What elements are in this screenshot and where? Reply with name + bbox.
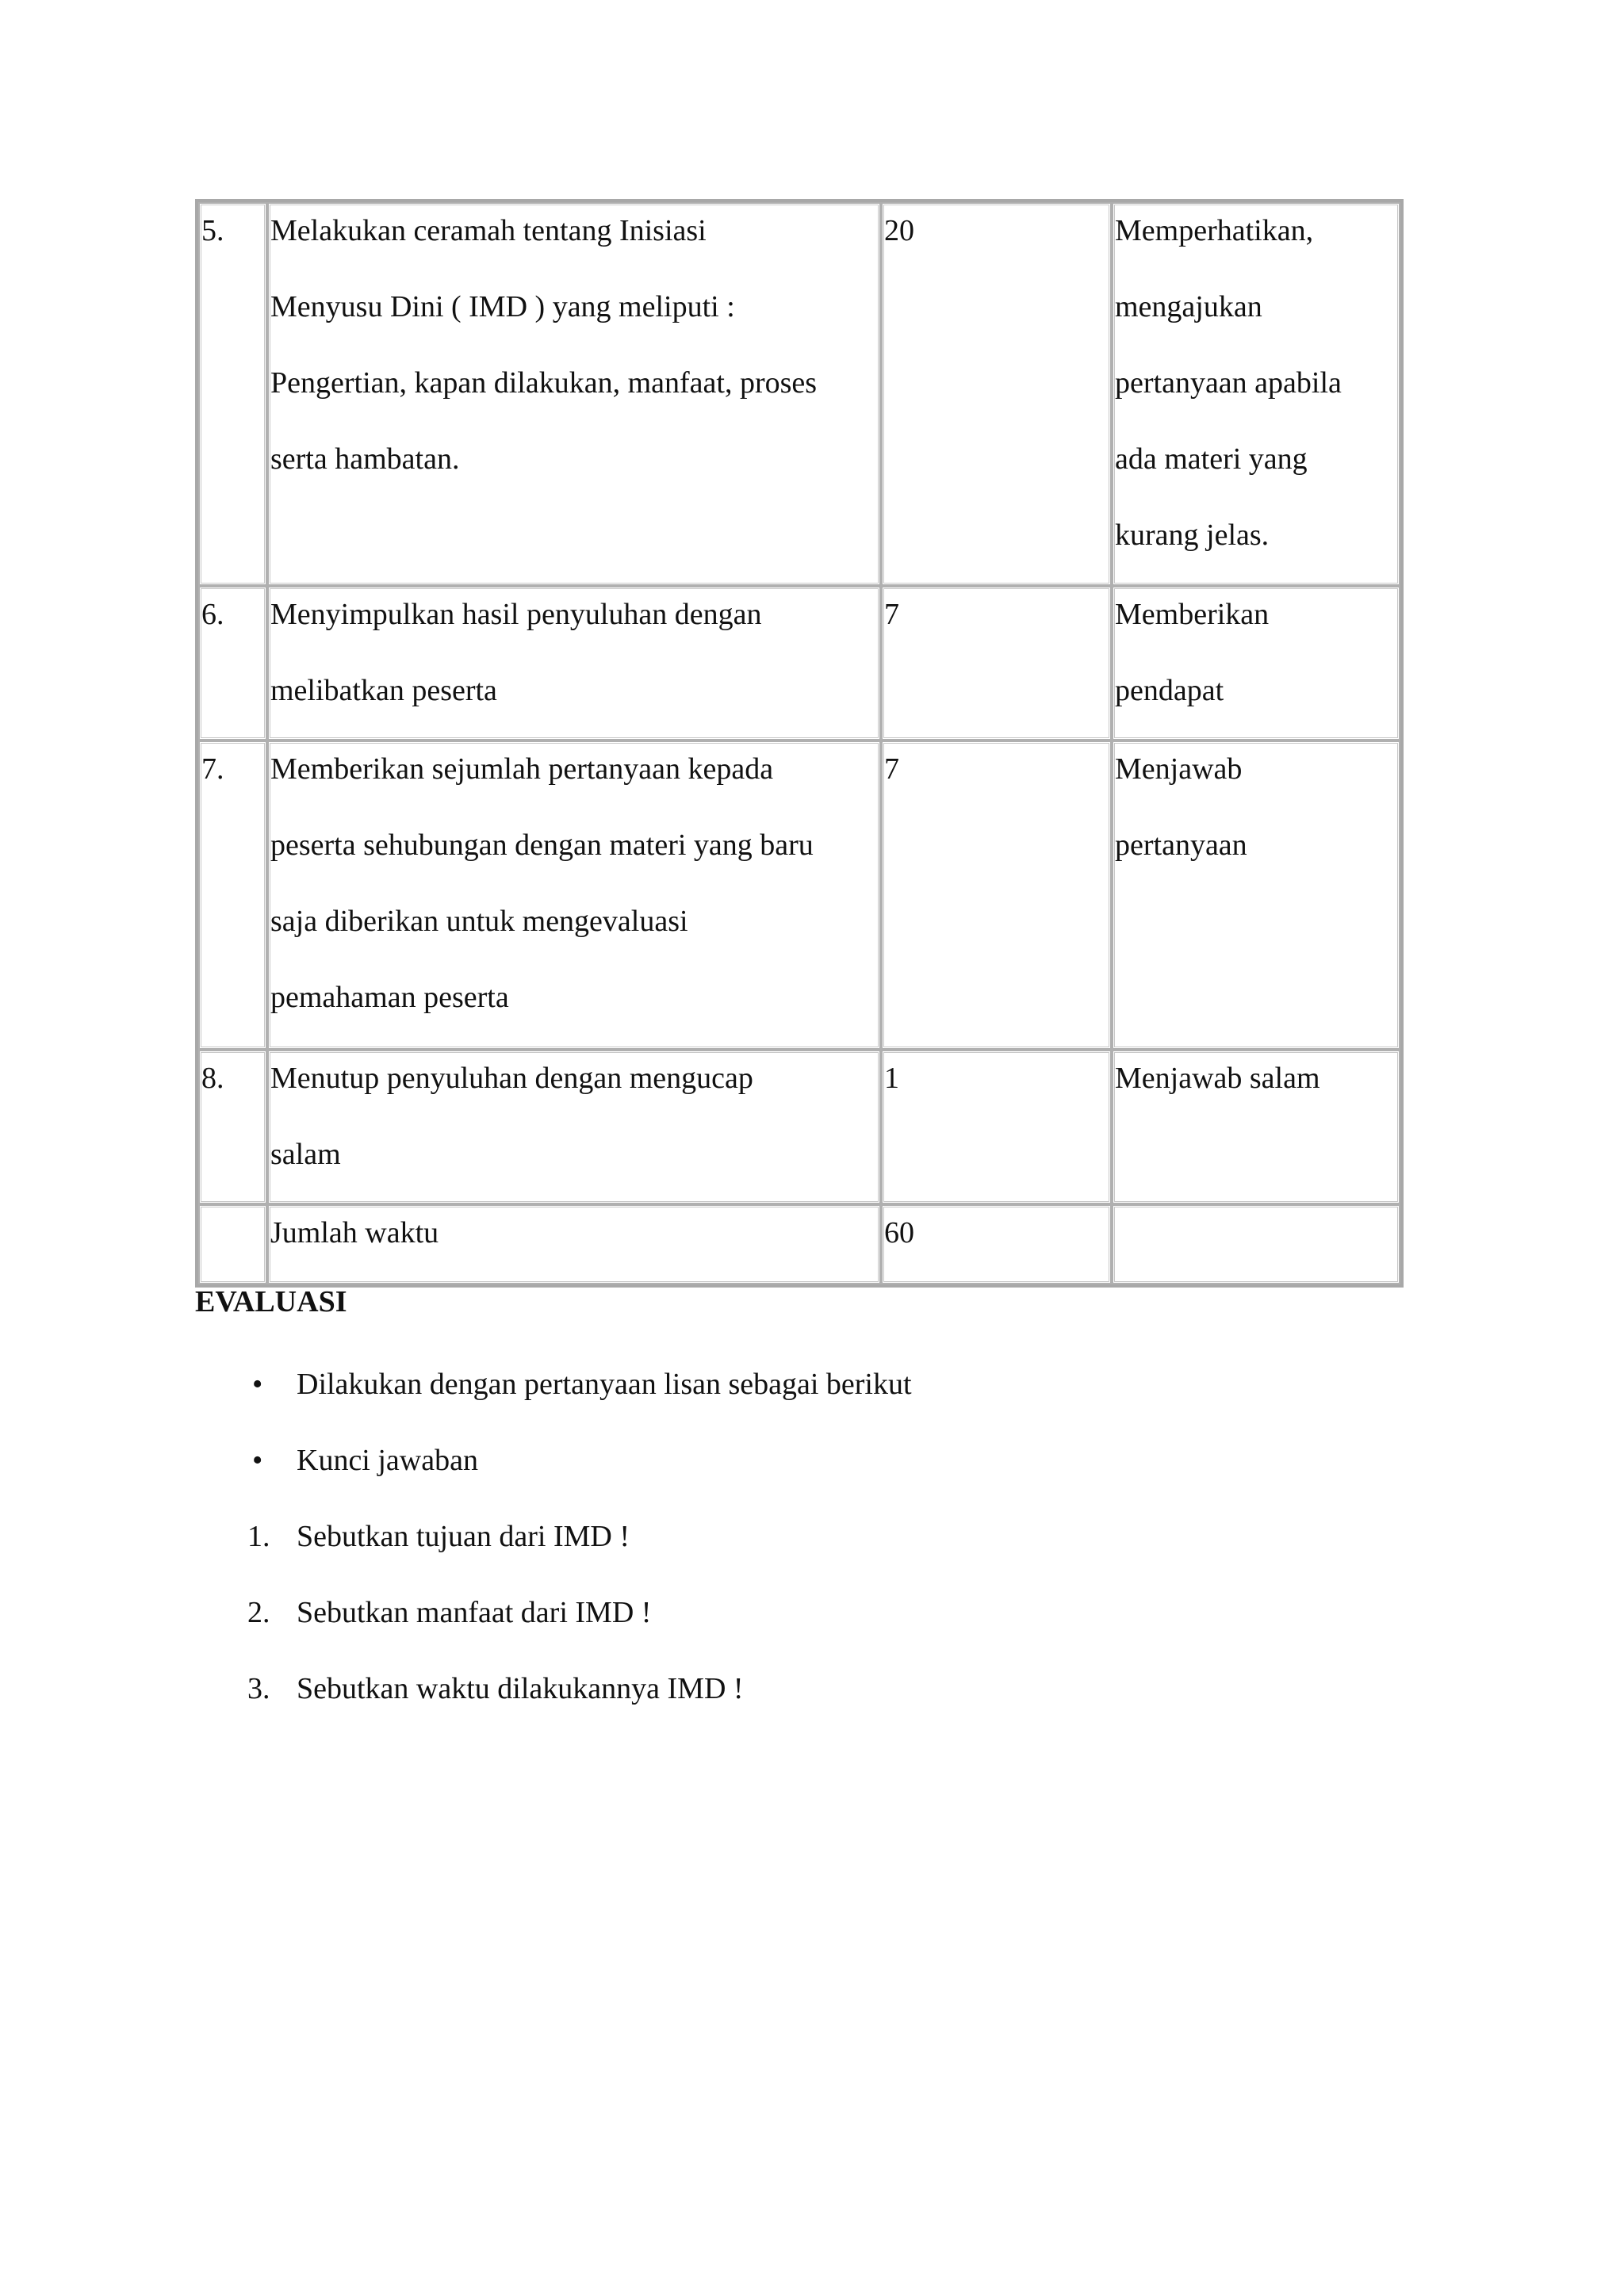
list-item [195, 1651, 744, 1727]
response-line: pertanyaan apabila [1115, 366, 1342, 400]
table-row [198, 1050, 1400, 1204]
bullet-icon: • [252, 1368, 263, 1401]
response-cell [1112, 202, 1400, 586]
activity-line: Menyusu Dini ( IMD ) yang meliputi : [270, 290, 735, 323]
response-cell [1112, 1050, 1400, 1204]
question-text: Sebutkan waktu dilakukannya IMD ! [297, 1672, 744, 1705]
activity-line: Menutup penyuluhan dengan mengucap [270, 1062, 753, 1095]
list-item [195, 1346, 912, 1422]
response-line: pertanyaan [1115, 828, 1247, 862]
activity-line: saja diberikan untuk mengevaluasi [270, 905, 688, 938]
table-row [198, 740, 1400, 1050]
response-line: ada materi yang [1115, 442, 1308, 476]
row-number-cell: 5. [198, 202, 267, 586]
response-line: kurang jelas. [1115, 519, 1270, 552]
activity-line: melibatkan peserta [270, 674, 497, 707]
list-item [195, 1422, 912, 1498]
bullet-text: Kunci jawaban [297, 1444, 478, 1477]
time-cell: 7 [881, 740, 1112, 1050]
activity-cell [267, 1050, 881, 1204]
total-label-cell [267, 1204, 881, 1284]
activity-line: Menyimpulkan hasil penyuluhan dengan [270, 598, 762, 631]
activity-line: salam [270, 1138, 341, 1171]
activity-cell [267, 740, 881, 1050]
activity-line: Melakukan ceramah tentang Inisiasi [270, 214, 707, 247]
list-item [195, 1498, 744, 1575]
bullet-text: Dilakukan dengan pertanyaan lisan sebagai berikut [297, 1368, 912, 1401]
question-number: 3. [247, 1672, 270, 1705]
list-item [195, 1575, 744, 1651]
row-number-cell: 8. [198, 1050, 267, 1204]
evaluation-heading: EVALUASI [195, 1285, 347, 1318]
row-number-cell: 7. [198, 740, 267, 1050]
activity-line: peserta sehubungan dengan materi yang baru [270, 828, 814, 862]
table-row [198, 586, 1400, 740]
bullet-icon: • [252, 1444, 263, 1477]
activity-line: Memberikan sejumlah pertanyaan kepada [270, 752, 774, 786]
time-cell: 7 [881, 586, 1112, 740]
time-cell: 1 [881, 1050, 1112, 1204]
response-cell [1112, 740, 1400, 1050]
response-line: pendapat [1115, 674, 1224, 707]
time-cell: 20 [881, 202, 1112, 586]
evaluation-bullet-list [195, 1346, 912, 1498]
activity-cell [267, 202, 881, 586]
response-cell [1112, 586, 1400, 740]
row-number-cell: 6. [198, 586, 267, 740]
response-line: Memperhatikan, [1115, 214, 1314, 247]
question-text: Sebutkan manfaat dari IMD ! [297, 1596, 652, 1629]
activity-line: pemahaman peserta [270, 981, 509, 1014]
response-line: Menjawab [1115, 752, 1243, 786]
total-time-cell: 60 [881, 1204, 1112, 1284]
activity-line: Pengertian, kapan dilakukan, manfaat, proses [270, 366, 818, 400]
question-number: 2. [247, 1596, 270, 1629]
table-row-total [198, 1204, 1400, 1284]
activity-cell [267, 586, 881, 740]
question-text: Sebutkan tujuan dari IMD ! [297, 1520, 630, 1553]
total-label: Jumlah waktu [270, 1216, 439, 1249]
activity-line: serta hambatan. [270, 442, 460, 476]
activity-table [195, 199, 1404, 1288]
row-number-cell [198, 1204, 267, 1284]
evaluation-question-list [195, 1498, 744, 1727]
response-line: Memberikan [1115, 598, 1270, 631]
table-row [198, 202, 1400, 586]
response-line: Menjawab salam [1115, 1062, 1320, 1095]
question-number: 1. [247, 1520, 270, 1553]
response-line: mengajukan [1115, 290, 1262, 323]
response-cell [1112, 1204, 1400, 1284]
